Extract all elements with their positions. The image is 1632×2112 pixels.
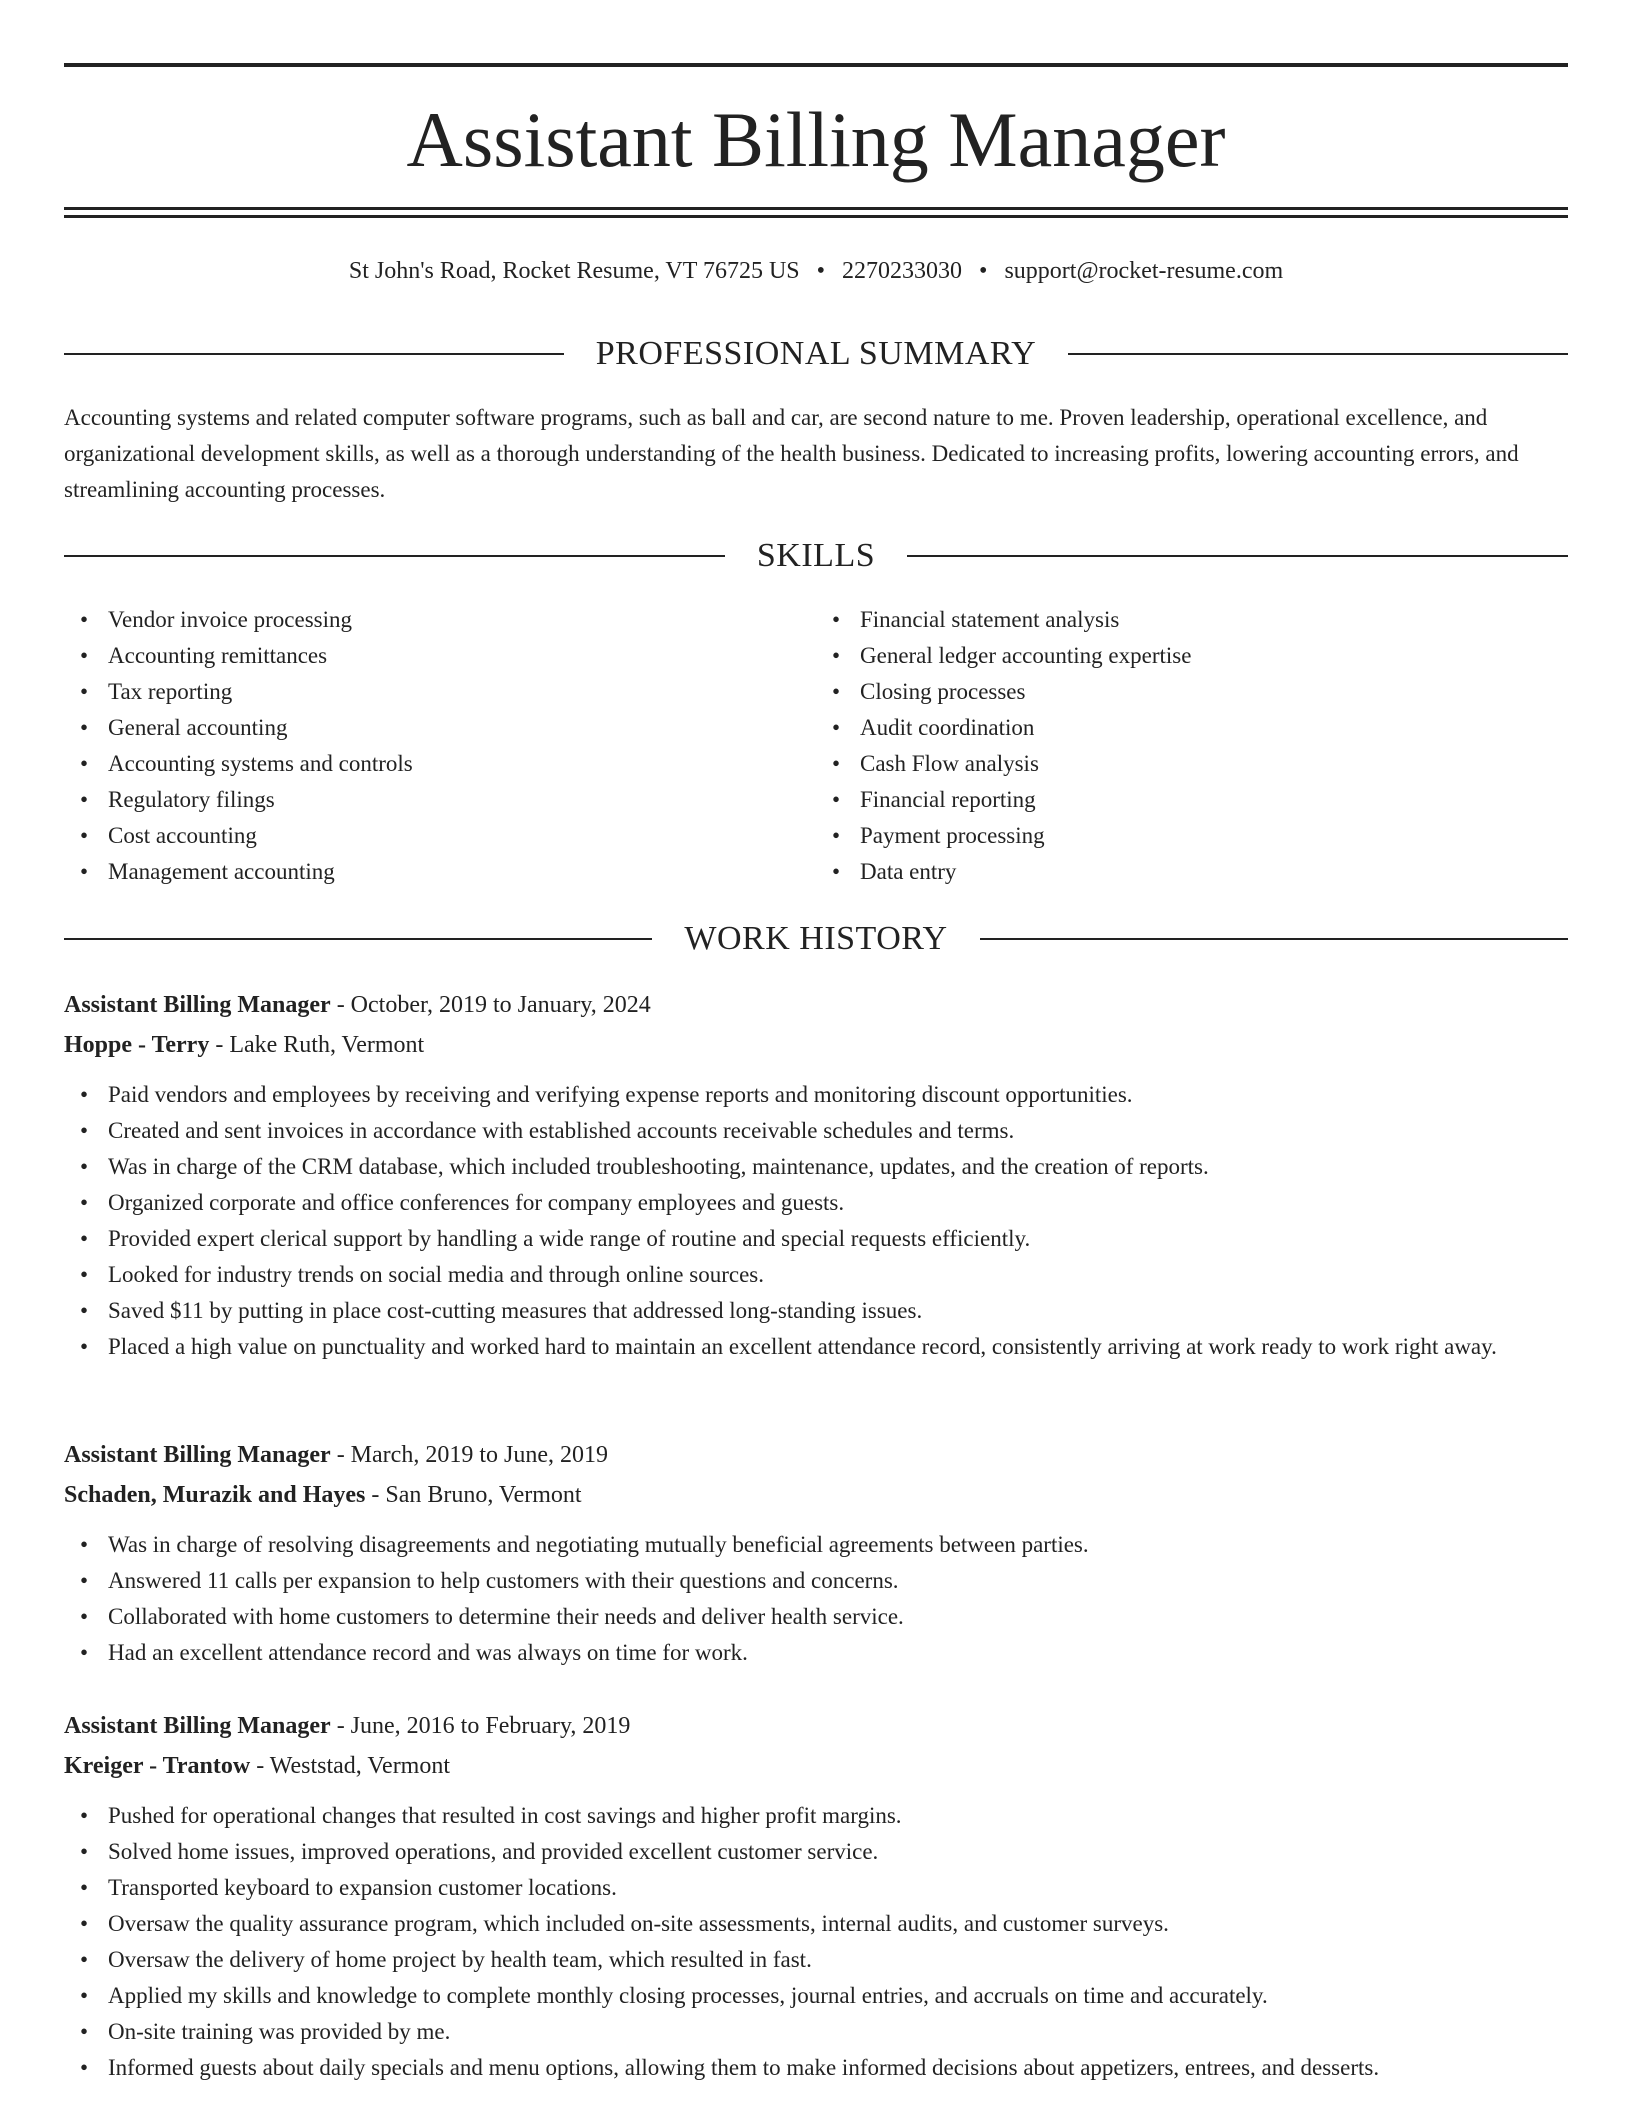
skill-item: • Cash Flow analysis	[860, 746, 1568, 782]
skill-item: • Tax reporting	[108, 674, 816, 710]
job-title-line	[64, 1435, 1568, 1475]
skills-column-left	[64, 602, 816, 890]
job-duty: • Provided expert clerical support by handling a wide range of routine and special requests efficiently.	[108, 1221, 1568, 1257]
job-company-line	[64, 1475, 1568, 1515]
job-duty: • Pushed for operational changes that resulted in cost savings and higher profit margins.	[108, 1798, 1568, 1834]
job-title: Assistant Billing Manager	[64, 1713, 331, 1739]
job-duty: • Oversaw the quality assurance program, which included on-site assessments, internal audits, and customer surveys.	[108, 1906, 1568, 1942]
job-duty: • Applied my skills and knowledge to complete monthly closing processes, journal entries, and accruals on time and accurately.	[108, 1978, 1568, 2014]
work-heading: WORK HISTORY	[684, 920, 948, 957]
job-duty: • Had an excellent attendance record and was always on time for work.	[108, 1635, 1568, 1671]
section-divider-line	[64, 353, 564, 355]
job-duty: • Answered 11 calls per expansion to help customers with their questions and concerns.	[108, 1563, 1568, 1599]
skill-item: • Data entry	[860, 854, 1568, 890]
job-duty: • Created and sent invoices in accordance with established accounts receivable schedules and terms.	[108, 1113, 1568, 1149]
job-company-line	[64, 1025, 1568, 1065]
skill-item: • Management accounting	[108, 854, 816, 890]
summary-section-header	[64, 332, 1568, 376]
job-duty: • Placed a high value on punctuality and worked hard to maintain an excellent attendance record, consistently arriving at work ready to work right away.	[108, 1329, 1568, 1365]
job-company: Kreiger - Trantow	[64, 1753, 251, 1779]
skill-item: • Payment processing	[860, 818, 1568, 854]
work-section-header	[64, 917, 1568, 961]
job-duty: • Was in charge of the CRM database, which included troubleshooting, maintenance, updates, and the creation of reports.	[108, 1149, 1568, 1185]
skill-item: • Closing processes	[860, 674, 1568, 710]
skill-item: • Financial statement analysis	[860, 602, 1568, 638]
skill-item: • General ledger accounting expertise	[860, 638, 1568, 674]
job-duty: • Oversaw the delivery of home project by health team, which resulted in fast.	[108, 1942, 1568, 1978]
job-duty: • Saved $11 by putting in place cost-cutting measures that addressed long-standing issues.	[108, 1293, 1568, 1329]
header-bottom-rule	[64, 207, 1568, 210]
section-divider-line	[907, 555, 1568, 557]
job-location: - Weststad, Vermont	[250, 1753, 451, 1779]
skills-section-header	[64, 534, 1568, 578]
skills-column-right	[816, 602, 1568, 890]
skills-heading: SKILLS	[756, 537, 876, 574]
skill-item: • Audit coordination	[860, 710, 1568, 746]
job-duties-list	[64, 1077, 1568, 1365]
header-top-rule	[64, 63, 1568, 67]
contact-line	[64, 254, 1568, 288]
section-divider-line	[980, 938, 1568, 940]
summary-text: Accounting systems and related computer software programs, such as ball and car, are second nature to me. Proven leadership, operational excellence, and organizational development skills, as well as a thorough understanding of the health business. Dedicated to increasing profits, lowering accounting errors, and streamlining accounting processes.	[64, 405, 1519, 502]
job-title: Assistant Billing Manager	[64, 992, 331, 1018]
section-divider-line	[64, 555, 725, 557]
job-duty: • Collaborated with home customers to determine their needs and deliver health service.	[108, 1599, 1568, 1635]
job-title: Assistant Billing Manager	[64, 1442, 331, 1468]
header-bottom-rule-second	[64, 215, 1568, 218]
skill-item: • Accounting systems and controls	[108, 746, 816, 782]
job-entry	[64, 1435, 1568, 1671]
job-duties-list	[64, 1527, 1568, 1671]
skill-item: • Regulatory filings	[108, 782, 816, 818]
job-dates: - June, 2016 to February, 2019	[330, 1713, 631, 1739]
skill-item: • Vendor invoice processing	[108, 602, 816, 638]
job-duty: • Was in charge of resolving disagreements and negotiating mutually beneficial agreements between parties.	[108, 1527, 1568, 1563]
job-location: - San Bruno, Vermont	[365, 1482, 582, 1508]
contact-phone: 2270233030	[842, 258, 963, 284]
contact-separator: •	[979, 258, 988, 284]
section-divider-line	[64, 938, 652, 940]
job-company: Hoppe - Terry	[64, 1032, 210, 1058]
job-duty: • Transported keyboard to expansion customer locations.	[108, 1870, 1568, 1906]
job-duty: • Solved home issues, improved operations, and provided excellent customer service.	[108, 1834, 1568, 1870]
job-entry	[64, 1706, 1568, 2086]
contact-separator: •	[816, 258, 826, 284]
job-title-line	[64, 1706, 1568, 1746]
job-duty: • Paid vendors and employees by receiving and verifying expense reports and monitoring discount opportunities.	[108, 1077, 1568, 1113]
job-dates: - March, 2019 to June, 2019	[330, 1442, 608, 1468]
skill-item: • Accounting remittances	[108, 638, 816, 674]
job-duties-list	[64, 1798, 1568, 2086]
skill-item: • Cost accounting	[108, 818, 816, 854]
job-location: - Lake Ruth, Vermont	[209, 1032, 425, 1058]
skills-list	[64, 602, 1568, 890]
job-title-line	[64, 985, 1568, 1025]
job-company-line	[64, 1746, 1568, 1786]
section-divider-line	[1068, 353, 1568, 355]
contact-address: St John's Road, Rocket Resume, VT 76725 US	[348, 258, 800, 284]
summary-heading: PROFESSIONAL SUMMARY	[595, 335, 1037, 372]
job-duty: • Informed guests about daily specials and menu options, allowing them to make informed decisions about appetizers, entrees, and desserts.	[108, 2050, 1568, 2086]
job-duty: • Organized corporate and office conferences for company employees and guests.	[108, 1185, 1568, 1221]
job-entry	[64, 985, 1568, 1365]
skill-item: • General accounting	[108, 710, 816, 746]
job-company: Schaden, Murazik and Hayes	[64, 1482, 366, 1508]
job-dates: - October, 2019 to January, 2024	[330, 992, 651, 1018]
job-duty: • Looked for industry trends on social media and through online sources.	[108, 1257, 1568, 1293]
resume-title: Assistant Billing Manager	[406, 96, 1226, 183]
job-duty: • On-site training was provided by me.	[108, 2014, 1568, 2050]
contact-email: support@rocket-resume.com	[1004, 258, 1284, 284]
skill-item: • Financial reporting	[860, 782, 1568, 818]
